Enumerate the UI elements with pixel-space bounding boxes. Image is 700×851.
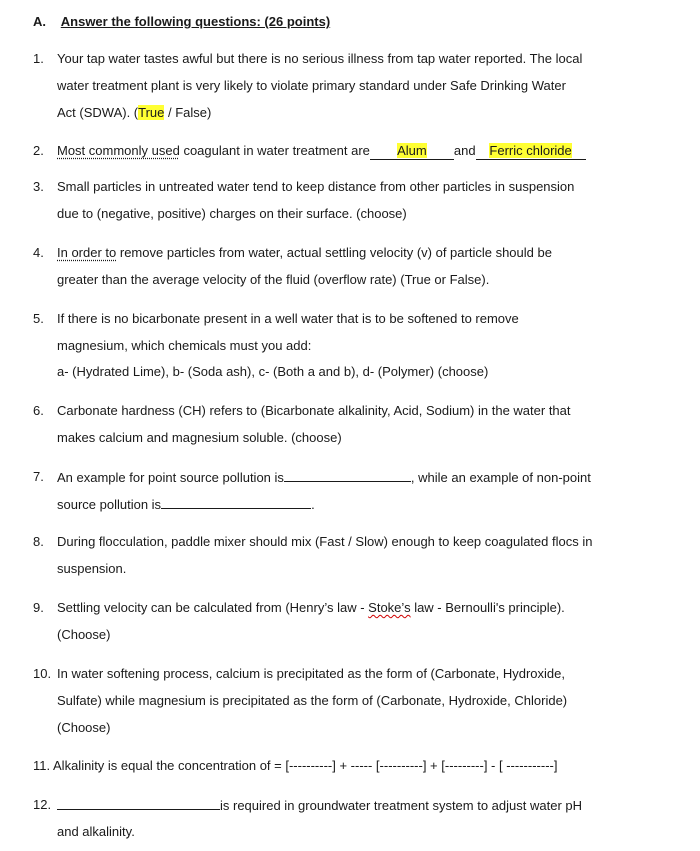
q12-blank bbox=[57, 797, 220, 810]
question-text-line: (Choose) bbox=[57, 627, 111, 642]
q4-underlined-prefix: In order to bbox=[57, 245, 117, 260]
question-number: 2. bbox=[33, 143, 44, 158]
question-number: 7. bbox=[33, 469, 44, 484]
question-number: 5. bbox=[33, 311, 44, 326]
question-text-line bbox=[57, 600, 565, 616]
question-text-line: makes calcium and magnesium soluble. (choose) bbox=[57, 430, 342, 445]
q7-line2-prefix: source pollution is bbox=[57, 497, 162, 512]
question-text-line: Small particles in untreated water tend to keep distance from other particles in suspension bbox=[57, 179, 575, 194]
section-heading bbox=[33, 14, 330, 30]
question-number: 1. bbox=[33, 51, 44, 66]
q2-answer-2: Ferric chloride bbox=[489, 143, 572, 158]
section-letter: A. bbox=[33, 14, 46, 29]
q2-blank-2 bbox=[476, 143, 586, 160]
question-number: 4. bbox=[33, 245, 44, 260]
q1-prefix: Act (SDWA). ( bbox=[57, 105, 139, 120]
question-text-line: greater than the average velocity of the fluid (overflow rate) (True or False). bbox=[57, 272, 490, 287]
question-text-line: Your tap water tastes awful but there is no serious illness from tap water reported. The local bbox=[57, 51, 583, 66]
section-title: Answer the following questions: (26 points) bbox=[60, 14, 331, 29]
question-text-line: During flocculation, paddle mixer should mix (Fast / Slow) enough to keep coagulated flocs in bbox=[57, 534, 593, 549]
question-text-line: If there is no bicarbonate present in a well water that is to be softened to remove bbox=[57, 311, 519, 326]
question-text-line: Sulfate) while magnesium is precipitated as the form of (Carbonate, Hydroxide, Chloride) bbox=[57, 693, 568, 708]
q1-answer-highlight: True bbox=[138, 105, 165, 120]
question-text-line: In water softening process, calcium is precipitated as the form of (Carbonate, Hydroxide, bbox=[57, 666, 565, 681]
question-text-line bbox=[57, 797, 582, 814]
question-text-line bbox=[57, 245, 552, 261]
q2-text: coagulant in water treatment are bbox=[179, 143, 370, 158]
q2-underlined-prefix: Most commonly used bbox=[57, 143, 180, 158]
q7-line1-suffix: , while an example of non-point bbox=[410, 470, 591, 485]
q7-blank-1 bbox=[284, 469, 411, 482]
q11-text: Alkalinity is equal the concentration of = [----------] + ----- [----------] + [---------] - [ -----------] bbox=[53, 758, 558, 773]
question-text-line bbox=[33, 758, 557, 774]
q9-spellcheck-word: Stoke’s bbox=[368, 600, 411, 615]
question-text-line: and alkalinity. bbox=[57, 824, 135, 839]
question-text-line bbox=[57, 496, 315, 513]
q2-blank-1 bbox=[370, 143, 454, 160]
q2-mid: and bbox=[453, 143, 476, 158]
q7-blank-2 bbox=[161, 496, 311, 509]
q9-line1-suffix: law - Bernoulli's principle). bbox=[410, 600, 565, 615]
question-text-line: water treatment plant is very likely to violate primary standard under Safe Drinking Water bbox=[57, 78, 566, 93]
question-options: a- (Hydrated Lime), b- (Soda ash), c- (Both a and b), d- (Polymer) (choose) bbox=[57, 364, 489, 379]
question-number: 11. bbox=[33, 758, 51, 773]
q7-line2-suffix: . bbox=[311, 497, 315, 512]
question-text-line: (Choose) bbox=[57, 720, 111, 735]
question-text-line: magnesium, which chemicals must you add: bbox=[57, 338, 312, 353]
question-number: 10. bbox=[33, 666, 52, 681]
question-number: 12. bbox=[33, 797, 52, 812]
question-number: 3. bbox=[33, 179, 44, 194]
question-text-line bbox=[57, 469, 591, 486]
q2-answer-1: Alum bbox=[397, 143, 427, 158]
question-text-line bbox=[57, 143, 586, 160]
q9-line1-prefix: Settling velocity can be calculated from (Henry’s law - bbox=[57, 600, 369, 615]
q12-line1-suffix: is required in groundwater treatment system to adjust water pH bbox=[220, 798, 583, 813]
question-number: 6. bbox=[33, 403, 44, 418]
q1-suffix: / False) bbox=[164, 105, 212, 120]
question-number: 8. bbox=[33, 534, 44, 549]
question-number: 9. bbox=[33, 600, 44, 615]
question-text-line: Carbonate hardness (CH) refers to (Bicarbonate alkalinity, Acid, Sodium) in the water that bbox=[57, 403, 571, 418]
q4-line1-rest: remove particles from water, actual settling velocity (v) of particle should be bbox=[116, 245, 552, 260]
q7-line1-prefix: An example for point source pollution is bbox=[57, 470, 284, 485]
question-text-line: suspension. bbox=[57, 561, 127, 576]
question-text-line: due to (negative, positive) charges on their surface. (choose) bbox=[57, 206, 407, 221]
question-text-line bbox=[57, 105, 211, 121]
